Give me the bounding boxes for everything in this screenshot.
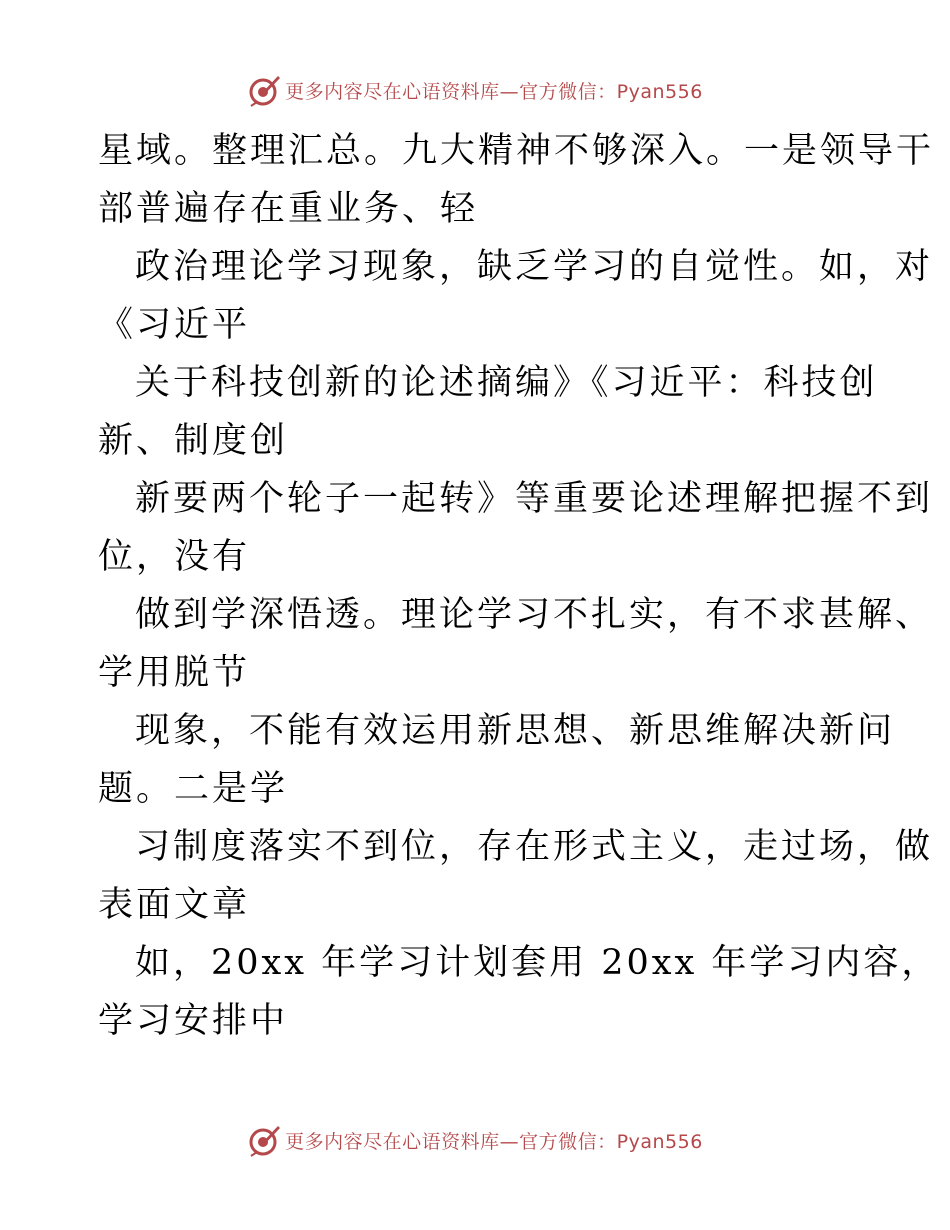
- text-line: 做到学深悟透。理论学习不扎实，有不求甚解、: [135, 595, 934, 635]
- text-line: 学用脱节: [98, 653, 251, 693]
- text-line: 如，20xx 年学习计划套用 20xx 年学习内容，: [135, 943, 940, 983]
- text-line: 位，没有: [98, 537, 251, 577]
- watermark-text: 更多内容尽在心语资料库—官方微信：Pyan556: [285, 80, 703, 103]
- quill-logo-icon: [247, 1122, 283, 1158]
- text-line: 新、制度创: [98, 421, 289, 461]
- watermark-text: 更多内容尽在心语资料库—官方微信：Pyan556: [285, 1130, 703, 1153]
- text-line: 学习安排中: [98, 1001, 289, 1041]
- text-line: 表面文章: [98, 885, 251, 925]
- text-line: 关于科技创新的论述摘编》《习近平：科技创: [135, 363, 878, 403]
- text-line: 部普遍存在重业务、轻: [98, 189, 479, 229]
- text-line: 政治理论学习现象，缺乏学习的自觉性。如，对: [135, 247, 934, 287]
- document-body: [98, 122, 940, 1050]
- text-line: 习制度落实不到位，存在形式主义，走过场，做: [135, 827, 934, 867]
- text-line: 新要两个轮子一起转》等重要论述理解把握不到: [135, 479, 934, 519]
- text-line: 《习近平: [98, 305, 251, 345]
- quill-logo-icon: [247, 72, 283, 108]
- text-line: 题。二是学: [98, 769, 289, 809]
- footer-watermark: [0, 1120, 950, 1160]
- text-line: 星域。整理汇总。九大精神不够深入。一是领导干: [98, 131, 935, 171]
- header-watermark: [0, 70, 950, 110]
- text-line: 现象，不能有效运用新思想、新思维解决新问: [135, 711, 896, 751]
